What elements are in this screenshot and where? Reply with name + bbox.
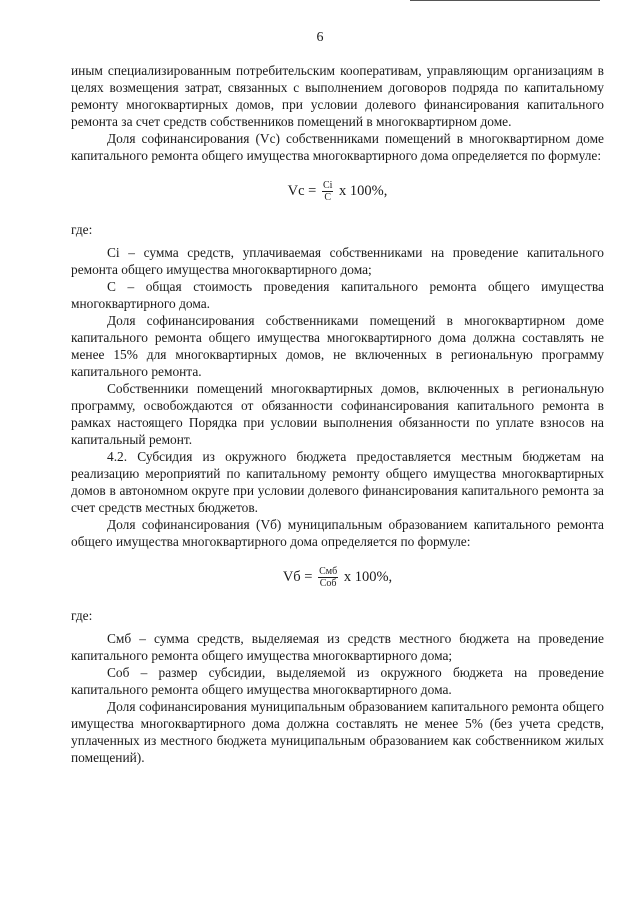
formula-vc-denominator: C <box>324 192 332 203</box>
paragraph: 4.2. Субсидия из окружного бюджета предоставляется местным бюджетам на реализацию мероприятий по капитальному ремонту общего имущества многоквартирных домов в автономном округе при условии долевого финансирования капитального ремонта за счет средств местных бюджетов. <box>71 449 604 515</box>
page-number: 6 <box>316 30 324 45</box>
paragraph: Доля софинансирования муниципальным образованием капитального ремонта общего имущества многоквартирного дома должна составлять не менее 5% (без учета средств, уплаченных из местного бюджета муниципальным образованием как собственником жилых помещений). <box>71 699 604 765</box>
paragraph: Доля софинансирования (Vc) собственниками помещений в многоквартирном доме капитального ремонта общего имущества многоквартирного дома определяется по формуле: <box>71 131 604 163</box>
paragraph: Собственники помещений многоквартирных домов, включенных в региональную программу, освобождаются от обязанности софинансирования капитального ремонта в рамках настоящего Порядка при условии выполнения обязанности по уплате взносов на капитальный ремонт. <box>71 381 604 447</box>
where-label-1: где: <box>71 222 93 237</box>
formula-vb <box>71 566 604 589</box>
formula-vb-denominator: Соб <box>319 578 337 589</box>
paragraph: иным специализированным потребительским кооперативам, управляющим организациям в целях возмещения затрат, связанных с выполнением договоров подряда по капитальному ремонту многоквартирных домов, при условии долевого финансирования капитального ремонта за счет средств собственников помещений в многоквартирном доме. <box>71 63 604 129</box>
paragraph: Смб – сумма средств, выделяемая из средств местного бюджета на проведение капитального ремонта общего имущества многоквартирного дома; <box>71 631 604 663</box>
document-body <box>71 62 604 766</box>
formula-vc-lhs: Vc = <box>287 182 317 199</box>
section-definitions-1 <box>71 244 604 550</box>
where-label-2: где: <box>71 608 93 623</box>
paragraph: Ci – сумма средств, уплачиваемая собственниками на проведение капитального ремонта общего имущества многоквартирного дома; <box>71 245 604 277</box>
paragraph: Доля софинансирования собственниками помещений в многоквартирном доме капитального ремонта общего имущества многоквартирного дома должна составлять не менее 15% для многоквартирных домов, не включенных в региональную программу капитального ремонта. <box>71 313 604 379</box>
formula-vb-rhs: x 100%, <box>343 568 393 585</box>
paragraph: Соб – размер субсидии, выделяемой из окружного бюджета на проведение капитального ремонта общего имущества многоквартирного дома. <box>71 665 604 697</box>
formula-vb-lhs: Vб = <box>282 568 313 585</box>
formula-vb-numerator: Смб <box>319 566 338 577</box>
formula-vc-fraction <box>322 180 333 203</box>
paragraph: Доля софинансирования (Vб) муниципальным образованием капитального ремонта общего имущества многоквартирного дома определяется по формуле: <box>71 517 604 549</box>
formula-vc-numerator: Ci <box>322 180 333 191</box>
scan-top-mark <box>410 0 600 4</box>
formula-vc-rhs: x 100%, <box>339 182 388 199</box>
formula-vb-fraction <box>318 566 338 589</box>
paragraph: С – общая стоимость проведения капитального ремонта общего имущества многоквартирного дома. <box>71 279 604 311</box>
section-definitions-2 <box>71 630 604 766</box>
section-intro <box>71 62 604 164</box>
formula-vc <box>71 180 604 203</box>
